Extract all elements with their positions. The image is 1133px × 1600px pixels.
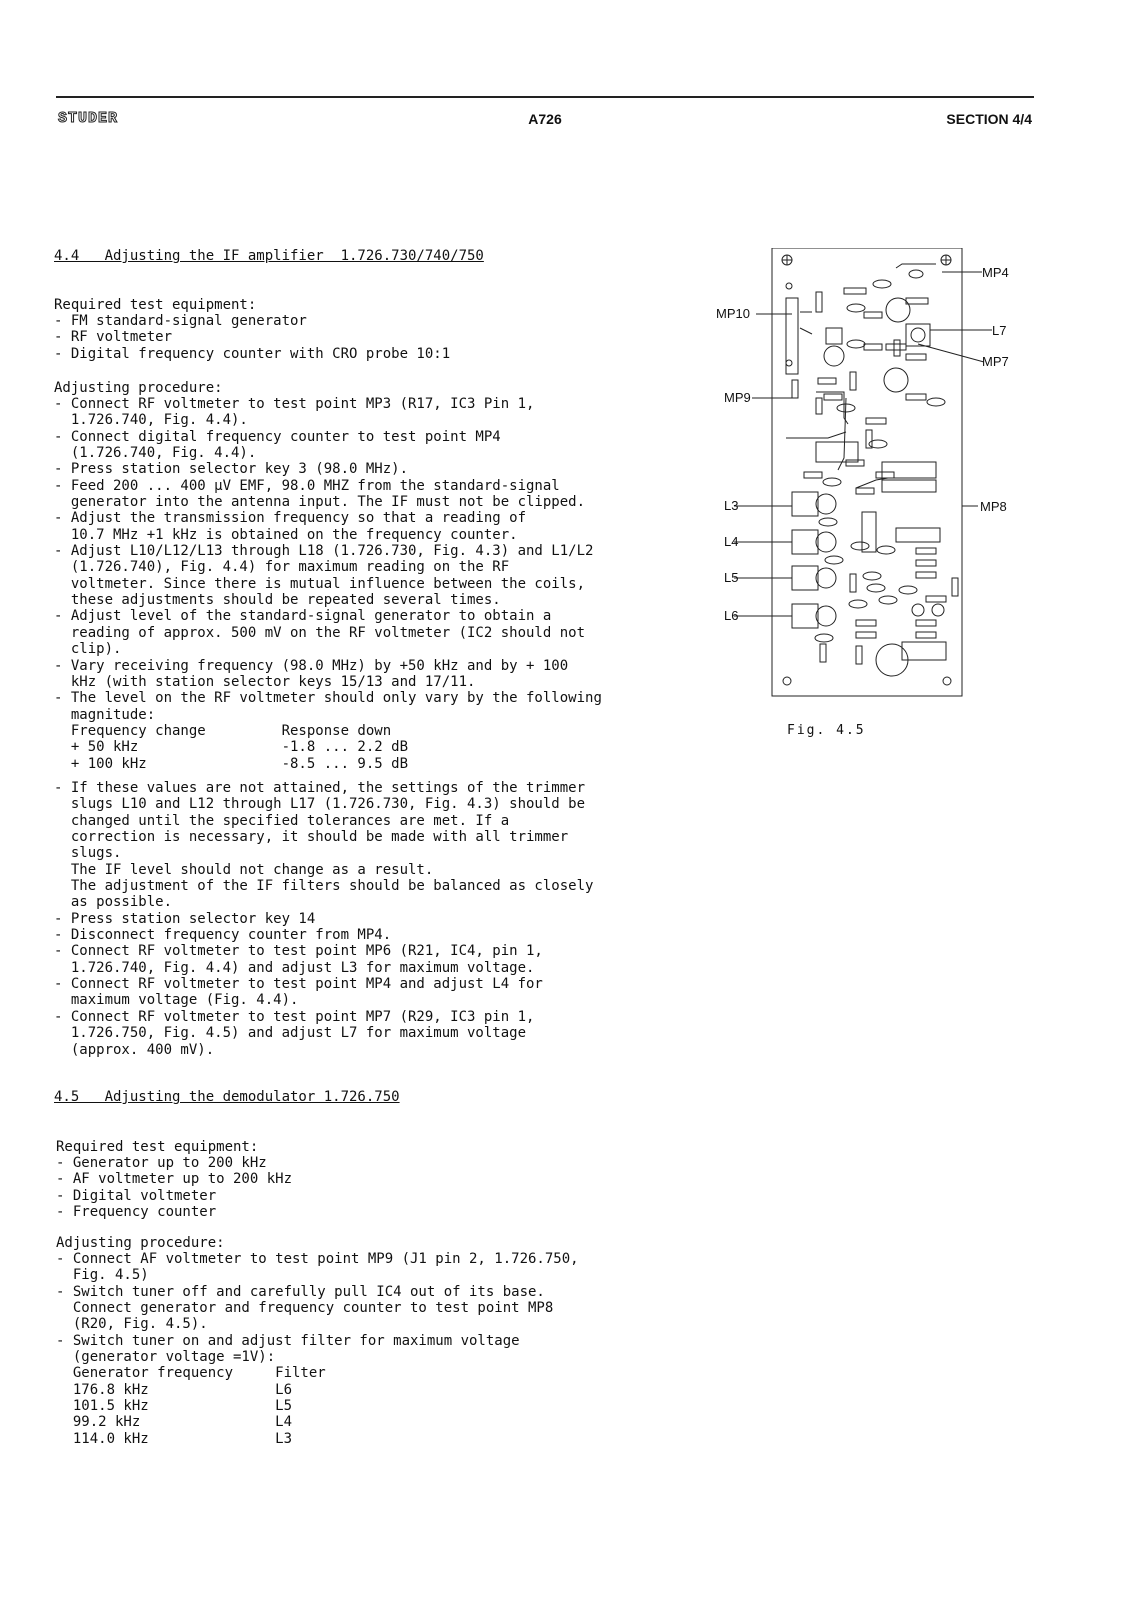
text-line: 1.726.740, Fig. 4.4). xyxy=(54,412,248,429)
text-line: 10.7 MHz +1 kHz is obtained on the frequency counter. xyxy=(54,526,518,543)
text-line: + 100 kHz -8.5 ... 9.5 dB xyxy=(54,755,409,772)
text-line: - Vary receiving frequency (98.0 MHz) by +50 kHz and by + 100 xyxy=(54,657,569,674)
label-mp4: MP4 xyxy=(982,265,1009,280)
text-line: - Connect RF voltmeter to test point MP6 (R21, IC4, pin 1, xyxy=(54,943,543,960)
text-line: (1.726.740, Fig. 4.4). xyxy=(54,445,257,462)
text-line: - Generator up to 200 kHz xyxy=(56,1155,267,1171)
text-line: (generator voltage =1V): xyxy=(56,1349,276,1366)
text-line: - Connect RF voltmeter to test point MP3 (R17, IC3 Pin 1, xyxy=(54,396,535,412)
text-line: - Switch tuner off and carefully pull IC4 out of its base. xyxy=(56,1283,545,1300)
text-line: - Connect AF voltmeter to test point MP9 (J1 pin 2, 1.726.750, xyxy=(56,1251,579,1267)
text-line: as possible. xyxy=(54,894,173,911)
text-line: clip). xyxy=(54,641,122,658)
studer-logo: STUDER xyxy=(58,110,119,127)
text-line: - FM standard-signal generator xyxy=(54,313,307,329)
text-line: The adjustment of the IF filters should be balanced as closely xyxy=(54,878,594,895)
label-mp8: MP8 xyxy=(980,499,1007,514)
text-line: - Connect digital frequency counter to test point MP4 xyxy=(54,428,501,445)
label-l6: L6 xyxy=(724,608,739,623)
text-line: - AF voltmeter up to 200 kHz xyxy=(56,1171,293,1188)
text-line: these adjustments should be repeated several times. xyxy=(54,592,501,609)
text-line: - Digital voltmeter xyxy=(56,1187,217,1204)
text-line: - Connect RF voltmeter to test point MP7 (R29, IC3 pin 1, xyxy=(54,1008,535,1025)
equipment-list-4-5 xyxy=(56,1155,292,1220)
text-line: 176.8 kHz L6 xyxy=(56,1381,293,1398)
figure-caption: Fig. 4.5 xyxy=(787,723,866,738)
text-line: (1.726.740), Fig. 4.4) for maximum reading on the RF xyxy=(54,559,510,576)
equipment-heading-4-4: Required test equipment: xyxy=(54,297,257,313)
text-line: - RF voltmeter xyxy=(54,329,173,346)
text-line: - Feed 200 ... 400 µV EMF, 98.0 MHZ from the standard-signal xyxy=(54,477,560,494)
text-line: - Disconnect frequency counter from MP4. xyxy=(54,927,392,944)
text-line: - Adjust L10/L12/L13 through L18 (1.726.730, Fig. 4.3) and L1/L2 xyxy=(54,543,594,560)
text-line: - Press station selector key 3 (98.0 MHz). xyxy=(54,461,409,478)
text-line: - Adjust level of the standard-signal generator to obtain a xyxy=(54,608,552,625)
text-line: kHz (with station selector keys 15/13 and 17/11. xyxy=(54,673,476,690)
label-l5: L5 xyxy=(724,570,739,585)
page-header xyxy=(56,96,1034,130)
equipment-list-4-4 xyxy=(54,313,450,362)
label-l4: L4 xyxy=(724,534,739,549)
text-line: - Digital frequency counter with CRO probe 10:1 xyxy=(54,345,451,362)
section-4-5-title: 4.5 Adjusting the demodulator 1.726.750 xyxy=(54,1089,400,1105)
text-line: - If these values are not attained, the settings of the trimmer xyxy=(54,780,586,796)
text-line: - Connect RF voltmeter to test point MP4 and adjust L4 for xyxy=(54,976,543,993)
text-line: - Switch tuner on and adjust filter for maximum voltage xyxy=(56,1332,520,1349)
text-line: 99.2 kHz L4 xyxy=(56,1414,293,1431)
text-line: (R20, Fig. 4.5). xyxy=(56,1316,208,1333)
text-line: The IF level should not change as a result. xyxy=(54,861,434,878)
text-line: 1.726.750, Fig. 4.5) and adjust L7 for maximum voltage xyxy=(54,1025,527,1042)
procedure-heading-4-5: Adjusting procedure: xyxy=(56,1235,225,1251)
label-l7: L7 xyxy=(992,323,1007,338)
label-mp9: MP9 xyxy=(724,390,751,405)
text-line: Connect generator and frequency counter to test point MP8 xyxy=(56,1300,554,1317)
text-line: - Press station selector key 14 xyxy=(54,910,316,927)
circuit-board-figure xyxy=(716,248,1036,728)
text-line: maximum voltage (Fig. 4.4). xyxy=(54,992,299,1009)
text-line: slugs. xyxy=(54,845,122,862)
label-mp7: MP7 xyxy=(982,354,1009,369)
text-line: magnitude: xyxy=(54,706,156,723)
text-line: voltmeter. Since there is mutual influence between the coils, xyxy=(54,575,586,592)
text-line: (approx. 400 mV). xyxy=(54,1041,215,1058)
model-number: A726 xyxy=(528,111,562,127)
text-line: - The level on the RF voltmeter should only vary by the following xyxy=(54,690,602,707)
text-line: Generator frequency Filter xyxy=(56,1365,326,1382)
procedure-heading-4-4: Adjusting procedure: xyxy=(54,380,223,396)
label-l3: L3 xyxy=(724,498,739,513)
text-line: slugs L10 and L12 through L17 (1.726.730, Fig. 4.3) should be xyxy=(54,796,586,813)
text-line: Frequency change Response down xyxy=(54,722,392,739)
section-4-4-title: 4.4 Adjusting the IF amplifier 1.726.730/740/750 xyxy=(54,248,484,264)
text-line: + 50 kHz -1.8 ... 2.2 dB xyxy=(54,739,409,756)
text-line: Fig. 4.5) xyxy=(56,1267,149,1284)
procedure-list-4-5 xyxy=(56,1251,579,1447)
procedure-list-4-4-continued xyxy=(54,780,593,1058)
text-line: changed until the specified tolerances are met. If a xyxy=(54,812,510,829)
procedure-list-4-4 xyxy=(54,396,602,772)
section-number: SECTION 4/4 xyxy=(946,111,1032,127)
text-line: - Adjust the transmission frequency so that a reading of xyxy=(54,510,527,527)
text-line: 114.0 kHz L3 xyxy=(56,1430,293,1447)
board-outline xyxy=(772,248,962,696)
equipment-heading-4-5: Required test equipment: xyxy=(56,1139,259,1155)
text-line: correction is necessary, it should be made with all trimmer xyxy=(54,829,569,846)
label-mp10: MP10 xyxy=(716,306,750,321)
text-line: - Frequency counter xyxy=(56,1204,217,1221)
text-line: 101.5 kHz L5 xyxy=(56,1398,293,1415)
text-line: generator into the antenna input. The IF must not be clipped. xyxy=(54,494,586,511)
text-line: 1.726.740, Fig. 4.4) and adjust L3 for maximum voltage. xyxy=(54,959,535,976)
text-line: reading of approx. 500 mV on the RF voltmeter (IC2 should not xyxy=(54,624,586,641)
